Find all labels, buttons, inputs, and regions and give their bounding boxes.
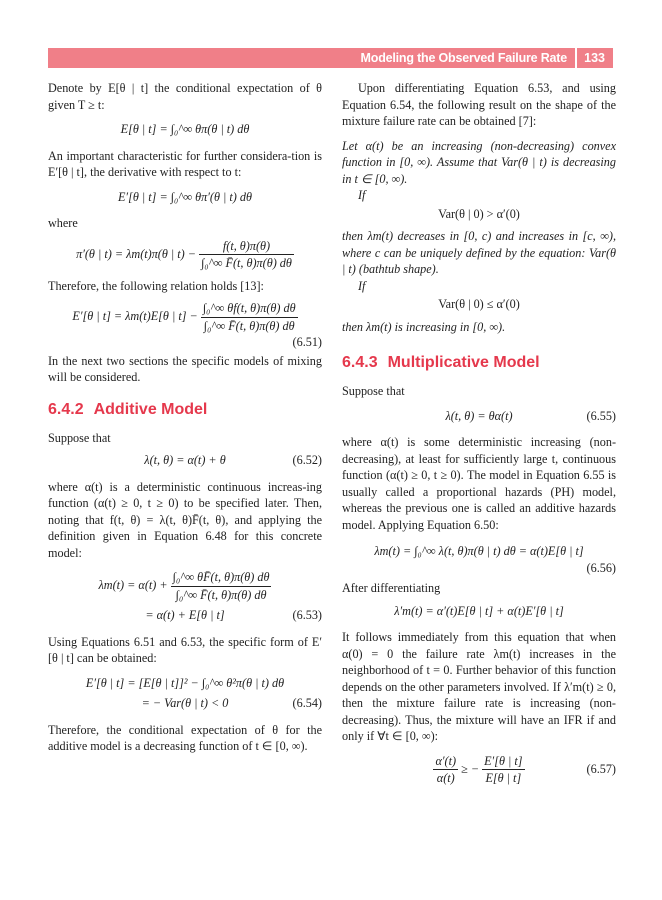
numerator: E′[θ | t] <box>482 753 524 771</box>
numerator: ∫₀^∞ θF̄(t, θ)π(θ) dθ <box>171 569 272 587</box>
paragraph: Upon differentiating Equation 6.53, and using Equation 6.54, the following result on the shape of the mixture failure rate can be obtained [7]: <box>342 81 616 128</box>
numerator: α′(t) <box>433 753 458 771</box>
equation: E[θ | t] = ∫₀^∞ θπ(θ | t) dθ <box>120 122 250 136</box>
right-column <box>342 80 616 787</box>
section-title: Additive Model <box>93 400 208 418</box>
section-heading <box>342 353 616 373</box>
page-number: 133 <box>584 51 605 65</box>
section-heading <box>48 400 322 420</box>
equation <box>48 569 322 603</box>
paragraph: Suppose that <box>342 384 405 398</box>
equation: λ(t, θ) = α(t) + θ (6.52) <box>144 453 322 467</box>
equation: Var(θ | 0) ≤ α′(0) <box>438 297 520 311</box>
equation-lhs: π′(θ | t) = λm(t)π(θ | t) − <box>76 246 197 261</box>
equation-number: (6.57) <box>586 761 616 776</box>
paragraph: In the next two sections the specific models of mixing will be considered. <box>48 353 322 384</box>
paragraph: Therefore, the following relation holds [13]: <box>48 278 264 293</box>
equation: = α(t) + E[θ | t] (6.53) <box>145 608 322 622</box>
fraction <box>199 238 294 272</box>
paragraph: After differentiating <box>342 581 441 595</box>
fraction <box>201 300 298 334</box>
numerator: ∫₀^∞ θf(t, θ)π(θ) dθ <box>201 300 298 318</box>
condition-if: If <box>358 278 366 293</box>
denominator: α(t) <box>436 771 455 785</box>
fraction <box>482 753 524 787</box>
denominator: ∫₀^∞ F̄(t, θ)π(θ) dθ <box>175 587 267 602</box>
paragraph: where α(t) is some deterministic increasing (non-decreasing), at least for sufficiently large t, continuous function (α(t) ≥ 0, t ≥ 0). The model in Equation 6.55 is usually called a proportional hazards (PH) model, whereas the previous one is called an additive hazards model. Applying Equation 6.50: <box>342 435 616 532</box>
equation-number: (6.51) <box>292 335 322 349</box>
equation: λm(t) = ∫₀^∞ λ(t, θ)π(θ | t) dθ = α(t)E[θ | t] <box>374 544 584 558</box>
paragraph: Suppose that <box>48 430 111 445</box>
equation: λ(t, θ) = θα(t) (6.55) <box>445 408 616 423</box>
paragraph: An important characteristic for further considera-tion is E′[θ | t], the derivative with respect to t: <box>48 148 322 179</box>
theorem-text: Let α(t) be an increasing (non-decreasing) convex function in [0, ∞). Assume that Var(θ | t) is decreasing in t ∈ [0, ∞). <box>342 138 616 186</box>
equation <box>48 300 322 334</box>
equation-number: (6.52) <box>292 453 322 467</box>
theorem-text: then λm(t) decreases in [0, c) and increases in [c, ∞), where c can be uniquely defined by the equation: Var(θ | t) (bathtub shape). <box>342 229 616 276</box>
relation: ≥ − <box>461 761 480 776</box>
paragraph: where <box>48 216 78 230</box>
paragraph: It follows immediately from this equation that when α(0) = 0 the failure rate λm(t) increases in the neighborhood of t = 0. Further behavior of this function depends on the other parameters involved. If λ′m(t) ≥ 0, then the mixture failure rate is increasing (non-decreasing). Thus, the mixture will have an IFR if and only if ∀t ∈ [0, ∞): <box>342 630 616 743</box>
section-title: Multiplicative Model <box>387 354 540 371</box>
equation: E′[θ | t] = ∫₀^∞ θπ′(θ | t) dθ <box>117 189 252 204</box>
header-separator <box>575 48 577 68</box>
section-number: 6.4.2 <box>48 400 84 418</box>
denominator: ∫₀^∞ F̄(t, θ)π(θ) dθ <box>201 256 292 270</box>
condition-if: If <box>358 188 366 202</box>
equation: λ′m(t) = α′(t)E[θ | t] + α(t)E′[θ | t] <box>394 603 564 618</box>
equation: Var(θ | 0) > α′(0) <box>438 206 520 221</box>
paragraph: Therefore, the conditional expectation of θ for the additive model is a decreasing function of t ∈ [0, ∞). <box>48 722 322 753</box>
section-number: 6.4.3 <box>342 354 378 371</box>
fraction <box>171 569 272 603</box>
equation-number: (6.55) <box>586 408 616 423</box>
equation <box>342 753 616 787</box>
theorem-text: then λm(t) is increasing in [0, ∞). <box>342 319 506 334</box>
left-column <box>48 80 322 755</box>
equation-lhs: λm(t) = α(t) + <box>98 577 168 592</box>
equation-lhs: E′[θ | t] = λm(t)E[θ | t] − <box>72 308 198 323</box>
running-header-title: Modeling the Observed Failure Rate <box>360 51 567 65</box>
denominator: ∫₀^∞ F̄(t, θ)π(θ) dθ <box>203 318 295 333</box>
paragraph: Using Equations 6.51 and 6.53, the specific form of E′[θ | t] can be obtained: <box>48 634 322 665</box>
equation <box>48 238 322 272</box>
fraction <box>433 753 458 787</box>
paragraph: Denote by E[θ | t] the conditional expectation of θ given T ≥ t: <box>48 81 322 112</box>
running-header <box>48 48 613 68</box>
equation-number: (6.56) <box>586 560 616 575</box>
paragraph: where α(t) is a deterministic continuous increas-ing function (α(t) ≥ 0, t ≥ 0) to be specified later. Then, noting that f(t, θ) = λ(t, θ)F̄(t, θ), and applying the definition given in Equation 6.48 for this concrete model: <box>48 479 322 560</box>
denominator: E[θ | t] <box>485 771 522 785</box>
numerator: f(t, θ)π(θ) <box>199 238 294 256</box>
equation: E′[θ | t] = [E[θ | t]]² − ∫₀^∞ θ²π(θ | t) dθ <box>85 675 285 690</box>
equation-number: (6.53) <box>292 608 322 622</box>
equation-number: (6.54) <box>292 696 322 710</box>
equation: = − Var(θ | t) < 0 (6.54) <box>141 696 322 710</box>
